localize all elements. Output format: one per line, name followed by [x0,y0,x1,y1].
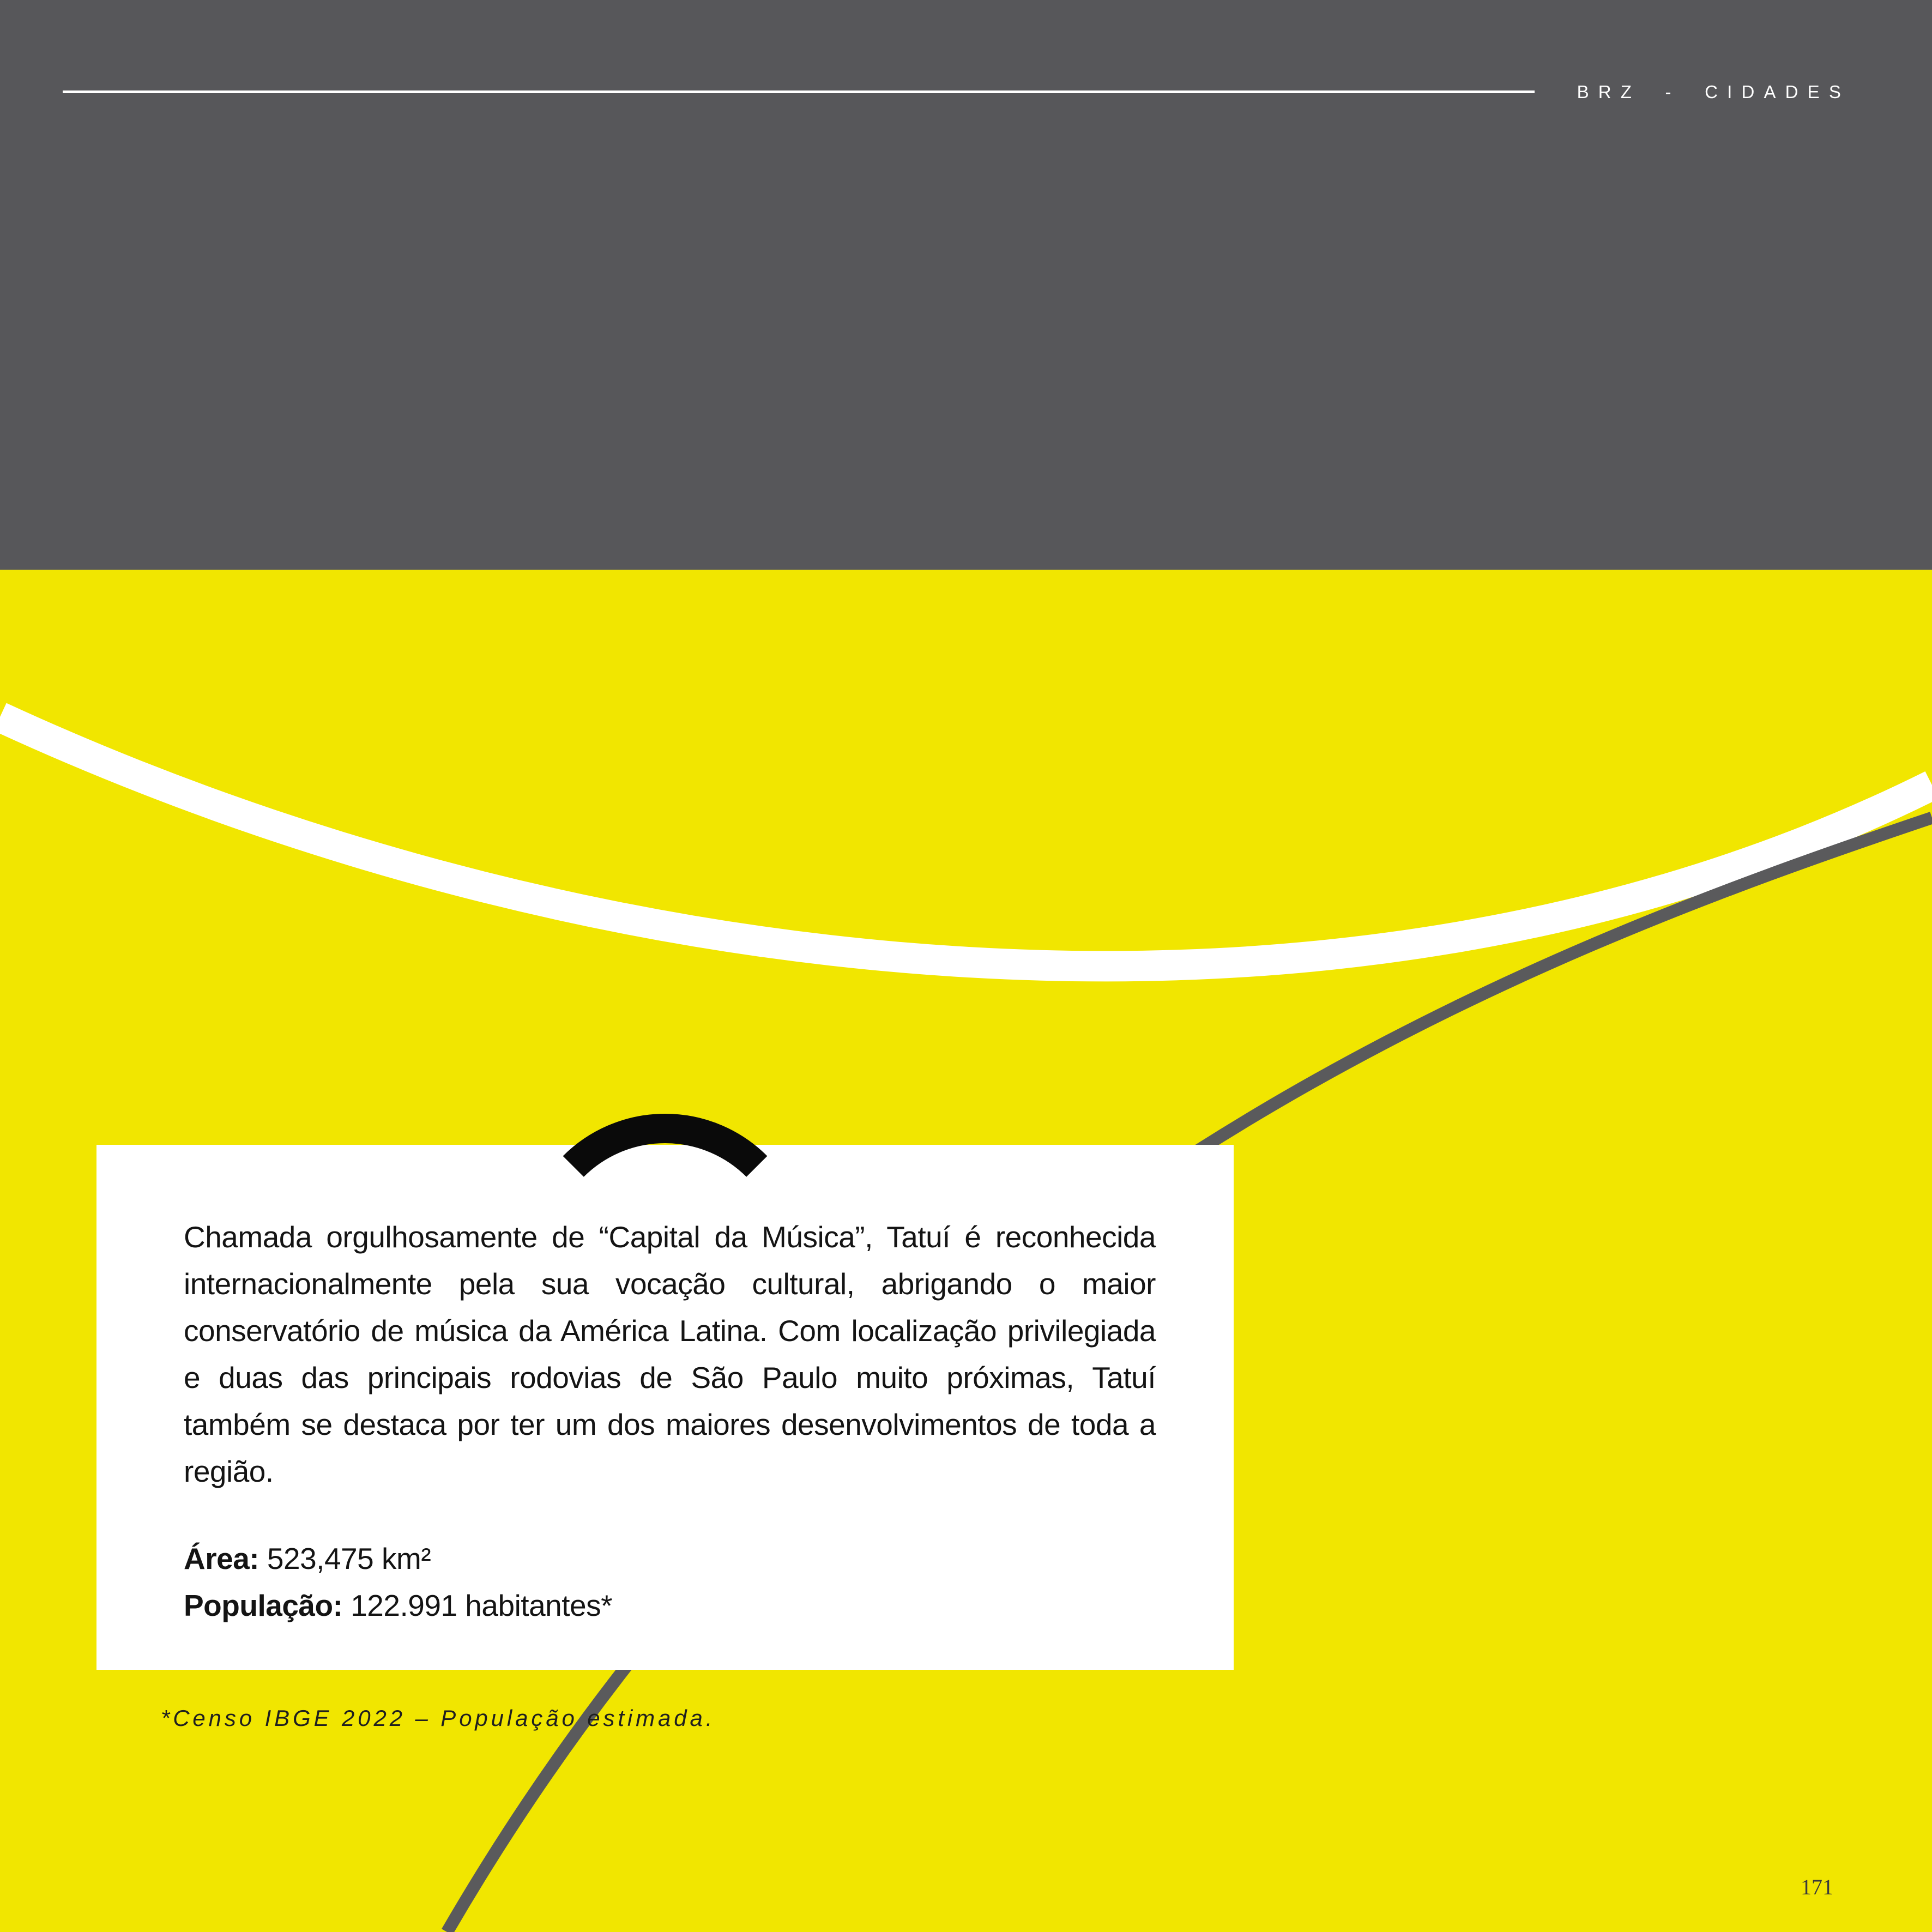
census-footnote: *Censo IBGE 2022 – População estimada. [161,1705,716,1731]
area-stat-value: 523,475 km² [267,1542,431,1575]
info-card [96,1145,1234,1670]
population-stat-line [184,1582,1156,1629]
page-header-label: BRZ - CIDADES [1577,82,1850,102]
city-description-paragraph: Chamada orgulhosamente de “Capital da Música”, Tatuí é reconhecida internacionalmente pela sua vocação cultural, abrigando o maior conservatório de música da América Latina. Com localização privilegiada e duas das principais rodovias de São Paulo muito próximas, Tatuí também se destaca por ter um dos maiores desenvolvimentos de toda a região. [184,1220,1156,1488]
population-stat-label: População: [184,1589,343,1622]
area-stat-label: Área: [184,1542,259,1575]
city-stats [184,1535,1156,1629]
page-number: 171 [1801,1875,1833,1899]
population-stat-value: 122.991 habitantes* [351,1589,613,1622]
area-stat-line [184,1535,1156,1582]
